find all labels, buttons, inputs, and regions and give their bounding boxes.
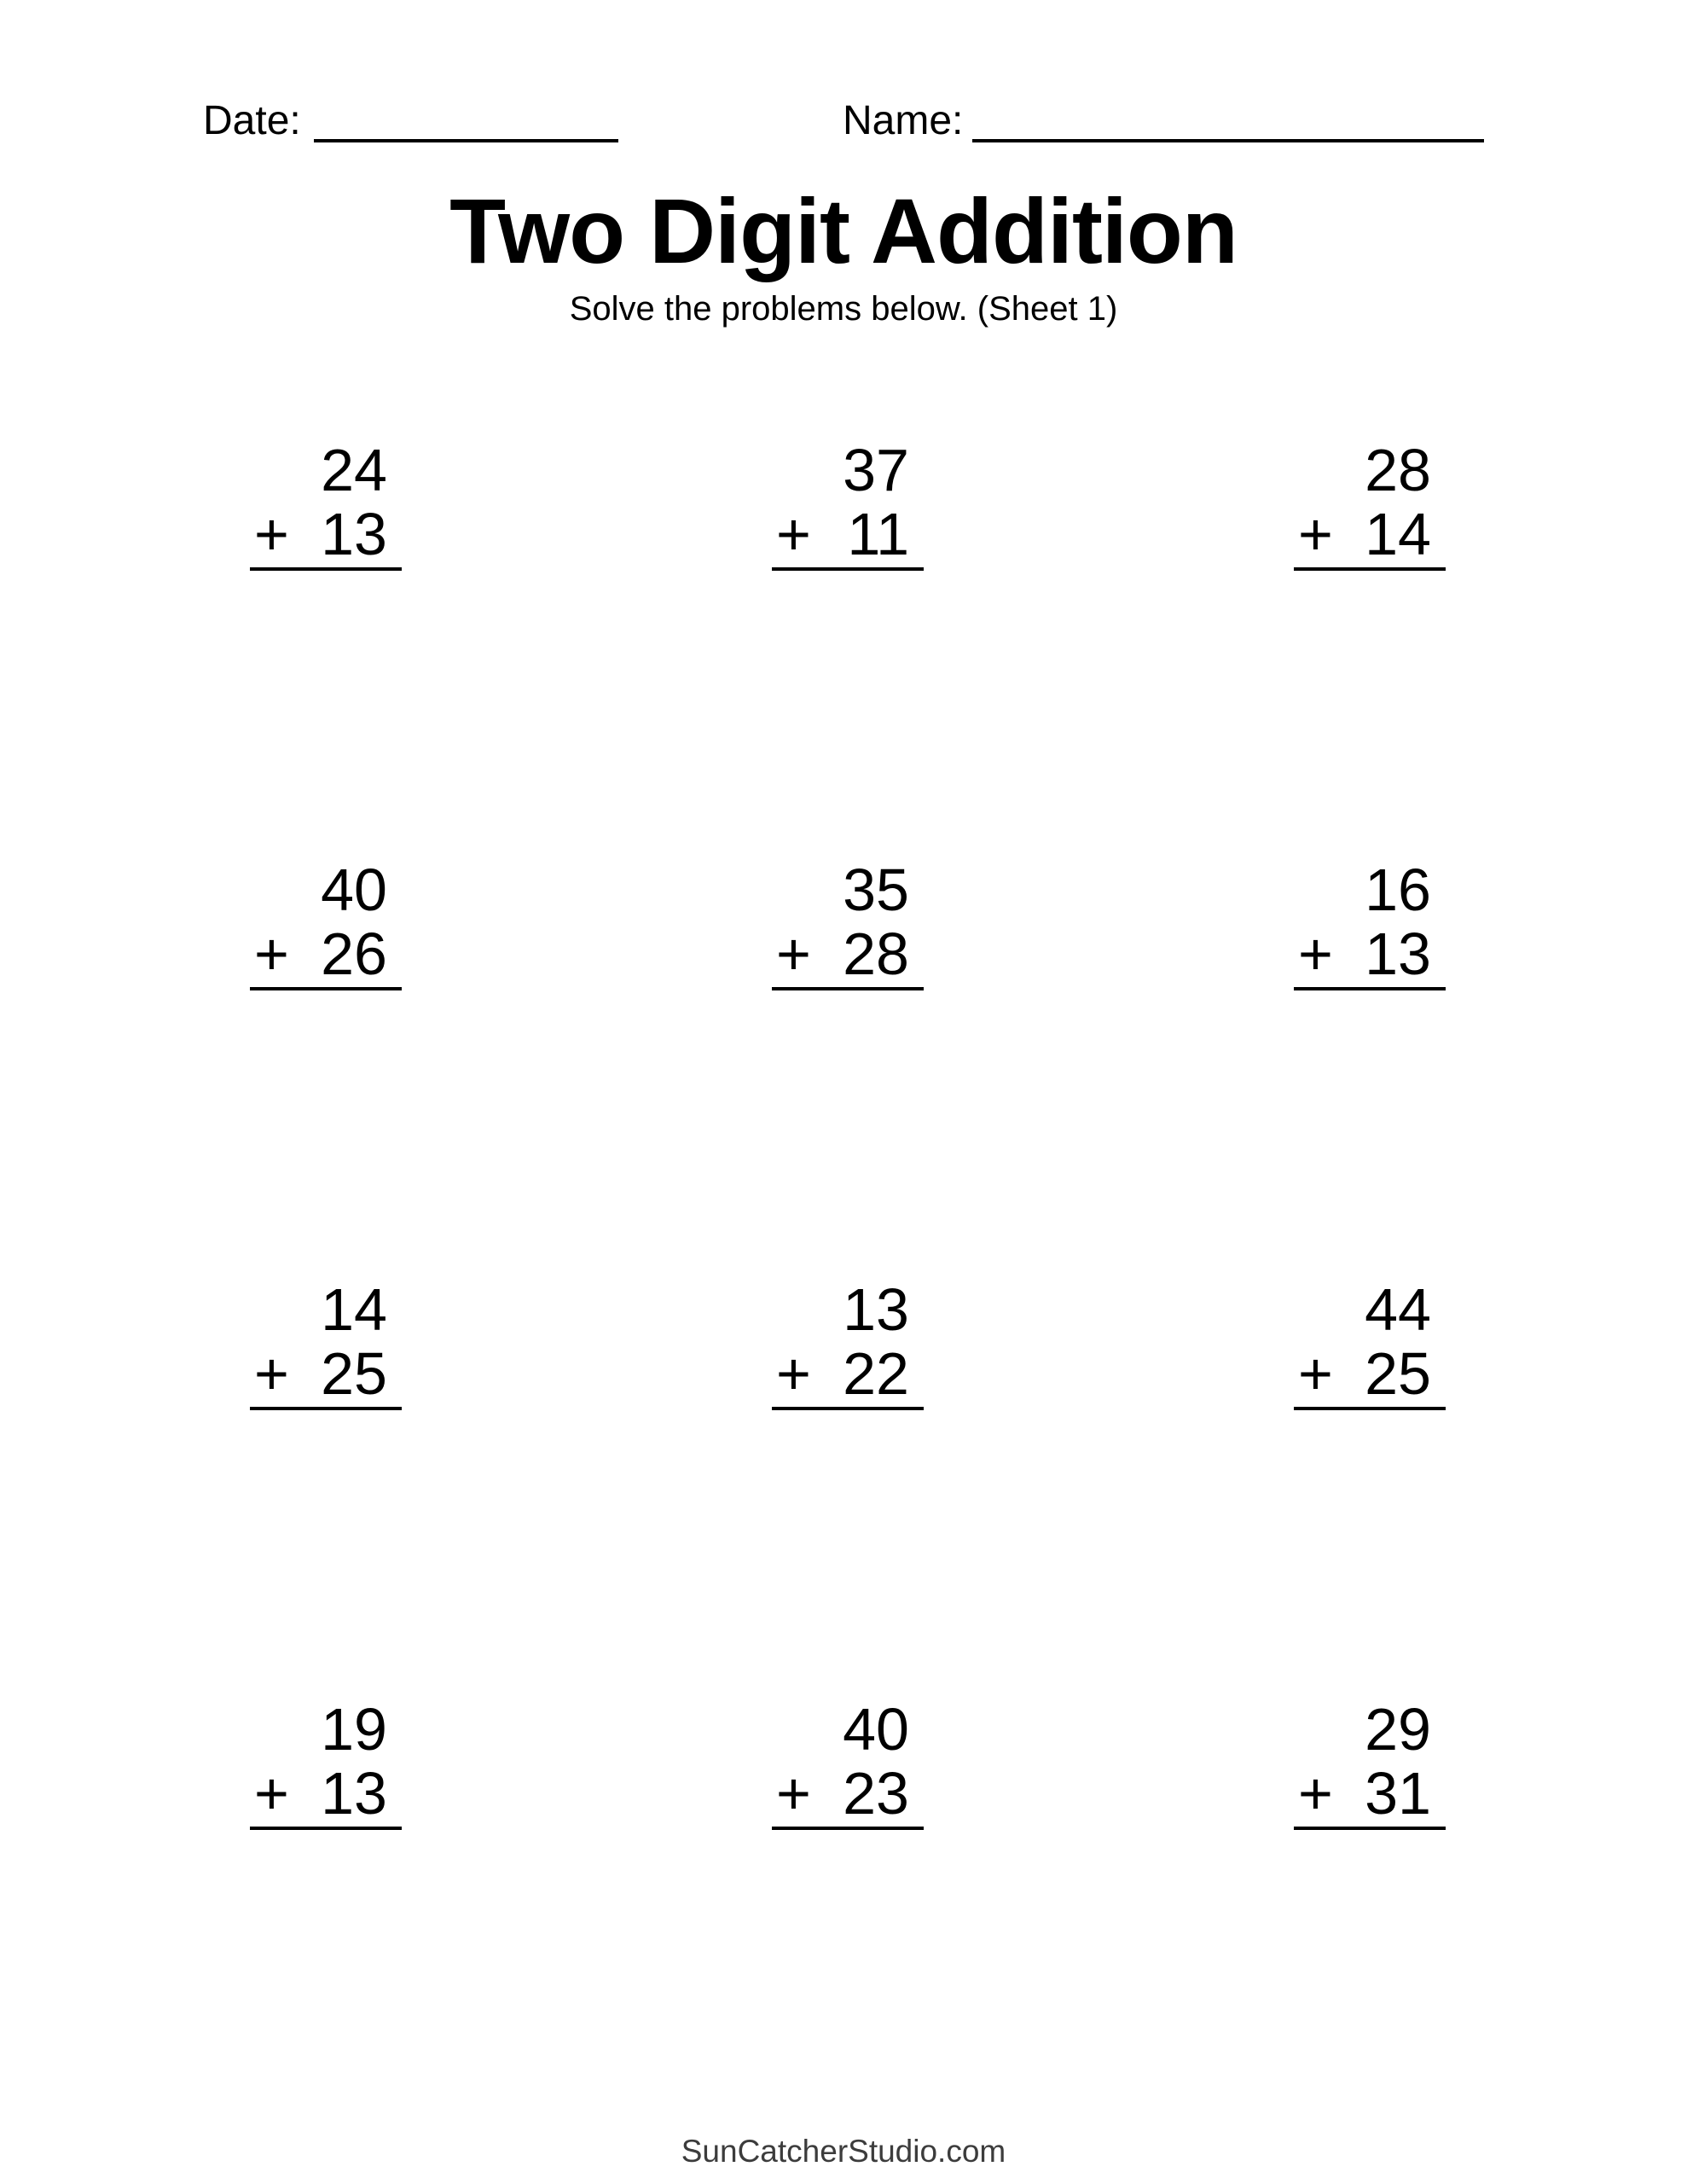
- addition-problem-5: [772, 858, 924, 990]
- plus-sign: +: [254, 921, 289, 987]
- addend-bottom: 23: [843, 1760, 909, 1827]
- addend-top: 19: [321, 1696, 387, 1763]
- addend-bottom: 22: [843, 1340, 909, 1407]
- addend-top: 44: [1365, 1276, 1431, 1343]
- addition-problem-12: [1294, 1698, 1446, 1830]
- addition-problem-6: [1294, 858, 1446, 990]
- page-subtitle: Solve the problems below. (Sheet 1): [569, 290, 1118, 328]
- plus-sign: +: [254, 1340, 289, 1407]
- plus-sign: +: [776, 921, 811, 987]
- addition-problem-11: [772, 1698, 924, 1830]
- plus-sign: +: [1298, 501, 1333, 567]
- plus-sign: +: [254, 1760, 289, 1827]
- addend-bottom: 13: [321, 501, 387, 567]
- name-fill-line: [972, 139, 1484, 142]
- addition-problem-4: [250, 858, 402, 990]
- plus-sign: +: [776, 501, 811, 567]
- addend-bottom: 25: [1365, 1340, 1431, 1407]
- addend-bottom: 26: [321, 921, 387, 987]
- addend-top: 14: [321, 1276, 387, 1343]
- plus-sign: +: [1298, 1340, 1333, 1407]
- addend-top: 28: [1365, 437, 1431, 503]
- addend-top: 16: [1365, 857, 1431, 923]
- plus-sign: +: [1298, 1760, 1333, 1827]
- plus-sign: +: [1298, 921, 1333, 987]
- addend-bottom: 13: [1365, 921, 1431, 987]
- addition-problem-10: [250, 1698, 402, 1830]
- plus-sign: +: [254, 501, 289, 567]
- addition-problem-8: [772, 1278, 924, 1410]
- addend-top: 40: [843, 1696, 909, 1763]
- addend-top: 37: [843, 437, 909, 503]
- addend-top: 40: [321, 857, 387, 923]
- addend-top: 29: [1365, 1696, 1431, 1763]
- date-fill-line: [314, 139, 618, 142]
- addition-problem-2: [772, 439, 924, 571]
- footer-site-credit: SunCatcherStudio.com: [681, 2134, 1006, 2169]
- problems-grid: [250, 439, 1446, 1830]
- addend-top: 35: [843, 857, 909, 923]
- plus-sign: +: [776, 1340, 811, 1407]
- name-label: Name:: [843, 98, 964, 143]
- addend-top: 24: [321, 437, 387, 503]
- plus-sign: +: [776, 1760, 811, 1827]
- addition-problem-3: [1294, 439, 1446, 571]
- date-label: Date:: [203, 98, 301, 143]
- addend-bottom: 14: [1365, 501, 1431, 567]
- addend-bottom: 25: [321, 1340, 387, 1407]
- addition-problem-7: [250, 1278, 402, 1410]
- addend-bottom: 13: [321, 1760, 387, 1827]
- addition-problem-1: [250, 439, 402, 571]
- addition-problem-9: [1294, 1278, 1446, 1410]
- addend-bottom: 11: [847, 501, 909, 567]
- addend-bottom: 31: [1365, 1760, 1431, 1827]
- addend-top: 13: [843, 1276, 909, 1343]
- addend-bottom: 28: [843, 921, 909, 987]
- page-title: Two Digit Addition: [449, 179, 1238, 282]
